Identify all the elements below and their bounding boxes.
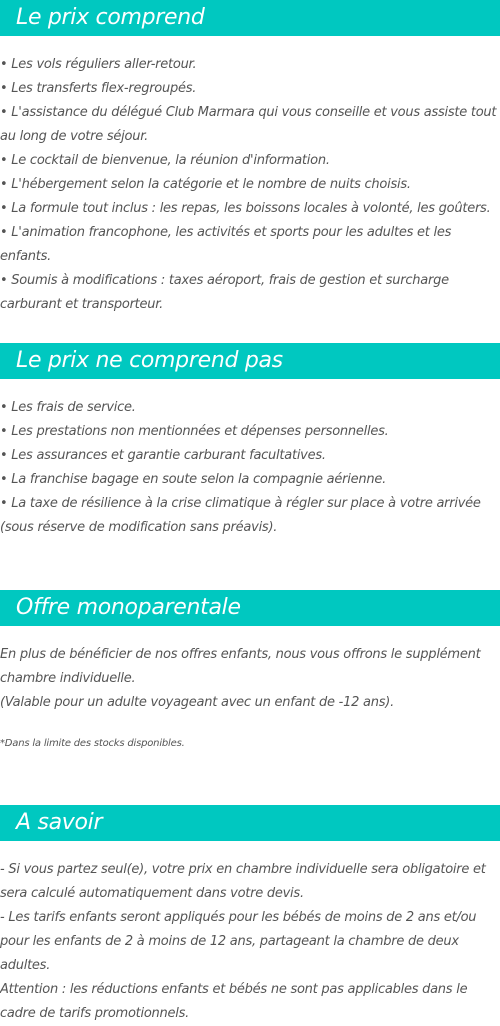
list-item: • L'hébergement selon la catégorie et le nombre de nuits choisis. xyxy=(0,177,411,192)
section-header-offre-monoparentale: Offre monoparentale xyxy=(0,590,500,626)
paragraph: (Valable pour un adulte voyageant avec un enfant de -12 ans). xyxy=(0,695,394,710)
text-offre-monoparentale xyxy=(0,643,500,715)
list-item: • Soumis à modifications : taxes aéroport, frais de gestion et surcharge carburant et transporteur. xyxy=(0,273,449,312)
list-item: • Le cocktail de bienvenue, la réunion d'information. xyxy=(0,153,330,168)
list-item: • Les vols réguliers aller-retour. xyxy=(0,57,197,72)
list-item: • L'animation francophone, les activités et sports pour les adultes et les enfants. xyxy=(0,225,452,264)
section-header-prix-comprend: Le prix comprend xyxy=(0,0,500,36)
list-item: • La taxe de résilience à la crise climatique à régler sur place à votre arrivée (sous réserve de modification sans préavis). xyxy=(0,496,481,535)
list-item: • Les transferts flex-regroupés. xyxy=(0,81,197,96)
section-header-a-savoir: A savoir xyxy=(0,805,500,841)
list-item: • Les assurances et garantie carburant facultatives. xyxy=(0,448,326,463)
list-item: • Les frais de service. xyxy=(0,400,136,415)
list-prix-ne-comprend-pas xyxy=(0,396,500,540)
paragraph: En plus de bénéficier de nos offres enfants, nous vous offrons le supplément chambre individuelle. xyxy=(0,647,481,686)
text-a-savoir xyxy=(0,858,500,1026)
paragraph: - Les tarifs enfants seront appliqués pour les bébés de moins de 2 ans et/ou pour les enfants de 2 à moins de 12 ans, partageant la chambre de deux adultes. xyxy=(0,910,477,973)
paragraph: - Si vous partez seul(e), votre prix en chambre individuelle sera obligatoire et sera calculé automatiquement dans votre devis. xyxy=(0,862,486,901)
list-item: • La franchise bagage en soute selon la compagnie aérienne. xyxy=(0,472,386,487)
footnote-stocks: *Dans la limite des stocks disponibles. xyxy=(0,738,185,749)
paragraph: Attention : les réductions enfants et bébés ne sont pas applicables dans le cadre de tarifs promotionnels. xyxy=(0,982,468,1021)
list-prix-comprend xyxy=(0,53,500,317)
list-item: • La formule tout inclus : les repas, les boissons locales à volonté, les goûters. xyxy=(0,201,491,216)
section-header-prix-ne-comprend-pas: Le prix ne comprend pas xyxy=(0,343,500,379)
list-item: • Les prestations non mentionnées et dépenses personnelles. xyxy=(0,424,389,439)
list-item: • L'assistance du délégué Club Marmara qui vous conseille et vous assiste tout au long de votre séjour. xyxy=(0,105,497,144)
